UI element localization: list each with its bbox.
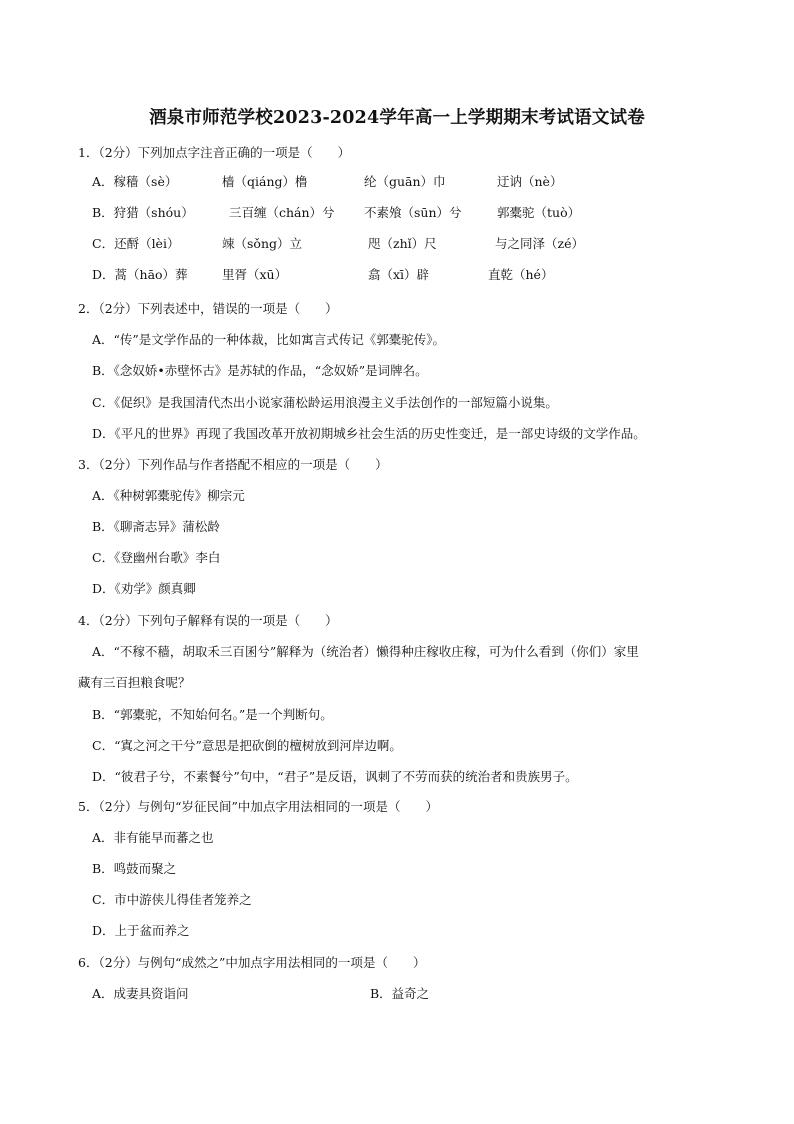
question-2-option-c: C．《促织》是我国清代杰出小说家蒲松龄运用浪漫主义手法创作的一部短篇小说集。 (92, 395, 558, 410)
question-1-row-c (92, 235, 732, 253)
question-4-option-a-line-1: A．“不稼不穑，胡取禾三百囷兮”解释为（统治者）懒得种庄稼收庄稼，可为什么看到（你们）家里 (92, 644, 639, 659)
option-a-item-4: 迂讷（nè） (497, 174, 563, 189)
question-3-option-d: D．《劝学》颜真卿 (92, 581, 196, 596)
question-5-option-b: B．鸣鼓而聚之 (92, 861, 177, 876)
option-b-item-1: B．狩猎（shóu） (92, 205, 194, 220)
option-b-item-4: 郭橐驼（tuò） (497, 205, 581, 220)
question-3-stem: 3．（2分）下列作品与作者搭配不相应的一项是（ ） (78, 457, 388, 472)
question-4-option-c: C．“寘之河之干兮”意思是把砍倒的檀树放到河岸边啊。 (92, 738, 402, 753)
option-a-item-3: 纶（guān）巾 (364, 174, 446, 189)
question-2-stem: 2．（2分）下列表述中，错误的一项是（ ） (78, 301, 338, 316)
question-5-stem: 5．（2分）与例句“岁征民间”中加点字用法相同的一项是（ ） (78, 799, 438, 814)
question-6-stem: 6．（2分）与例句“成然之”中加点字用法相同的一项是（ ） (78, 955, 426, 970)
question-1-row-b (92, 204, 732, 222)
option-a-item-2: 樯（qiáng）橹 (222, 174, 308, 189)
question-1-row-a (92, 173, 732, 191)
question-3-option-b: B．《聊斋志异》蒲松龄 (92, 519, 220, 534)
question-4-stem: 4．（2分）下列句子解释有误的一项是（ ） (78, 613, 338, 628)
option-c-item-1: C．还酹（lèi） (92, 236, 180, 251)
option-a-item-1: A．稼穑（sè） (92, 174, 178, 189)
option-c-item-4: 与之同泽（zé） (495, 236, 584, 251)
option-c-item-2: 竦（sǒng）立 (222, 236, 302, 251)
question-3-option-a: A．《种树郭橐驼传》柳宗元 (92, 488, 245, 503)
question-5-option-d: D．上于盆而养之 (92, 923, 190, 938)
option-c-item-3: 咫（zhǐ）尺 (368, 236, 437, 251)
question-2-option-a: A．“传”是文学作品的一种体裁，比如寓言式传记《郭橐驼传》。 (92, 332, 446, 347)
option-d-item-3: 翕（xī）辟 (368, 267, 430, 282)
question-6-option-a: A．成妻具资诣问 (92, 986, 189, 1001)
exam-title: 酒泉市师范学校2023-2024学年高一上学期期末考试语文试卷 (149, 108, 645, 128)
option-d-item-2: 里胥（xū） (222, 267, 288, 282)
option-d-item-4: 直乾（hé） (488, 267, 554, 282)
question-1-stem: 1．（2分）下列加点字注音正确的一项是（ ） (78, 145, 351, 160)
option-b-item-3: 不素飧（sūn）兮 (364, 205, 462, 220)
option-d-item-1: D．蒿（hāo）葬 (92, 267, 188, 282)
question-6-option-b: B．益奇之 (370, 986, 430, 1001)
option-b-item-2: 三百缠（chán）兮 (229, 205, 335, 220)
question-2-option-b: B．《念奴娇•赤壁怀古》是苏轼的作品，“念奴娇”是词牌名。 (92, 363, 428, 378)
question-5-option-c: C．市中游侠儿得佳者笼养之 (92, 892, 252, 907)
question-2-option-d: D．《平凡的世界》再现了我国改革开放初期城乡社会生活的历史性变迁，是一部史诗级的文学作品。 (92, 426, 646, 441)
question-3-option-c: C．《登幽州台歌》李白 (92, 550, 221, 565)
question-4-option-d: D．“彼君子兮，不素餐兮”句中，“君子”是反语，讽刺了不劳而获的统治者和贵族男子。 (92, 769, 578, 784)
question-4-option-a-line-2: 藏有三百担粮食呢？ (78, 675, 191, 690)
question-5-option-a: A．非有能早而蕃之也 (92, 830, 214, 845)
question-4-option-b: B．“郭橐驼，不知始何名。”是一个判断句。 (92, 707, 333, 722)
question-1-row-d (92, 266, 732, 284)
